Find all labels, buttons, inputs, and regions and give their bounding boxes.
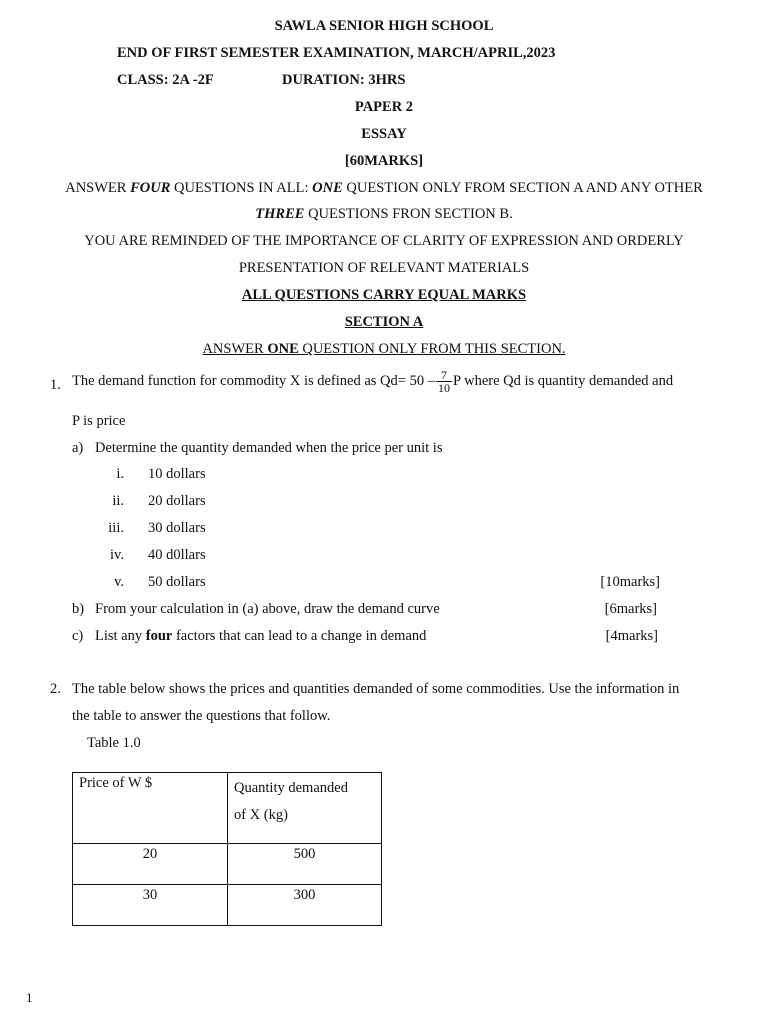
q1a-item-num: v. [114,574,124,590]
cell-quantity: 500 [228,844,382,885]
q2-text-line-2: the table to answer the questions that follow. [72,708,331,724]
cell-price: 20 [73,844,228,885]
q1-text-line-1: The demand function for commodity X is defined as Qd= 50 – $\frac{7}{10}$ P where Qd is quantity demanded and [72,367,674,396]
q1a-label: a) [72,440,84,456]
q1c-label: c) [72,628,84,644]
table-caption: Table 1.0 [87,735,141,751]
cell-price: 30 [73,885,228,926]
instruction-line-2: THREE QUESTIONS FRON SECTION B. [255,206,513,222]
header-price: Price of W $ [73,773,228,844]
instruction-line-3: YOU ARE REMINDED OF THE IMPORTANCE OF CLARITY OF EXPRESSION AND ORDERLY [84,233,684,249]
section-title: SECTION A [344,314,424,330]
q1a-item-num: iii. [108,520,124,536]
essay-label: ESSAY [361,126,407,142]
fraction: $\frac{7}{10}$ [437,367,450,396]
q1b-label: b) [72,601,85,617]
q1a-item-text: 40 d0llars [148,547,206,563]
q1a-marks: [10marks] [600,574,660,590]
page-number: 1 [26,990,33,1005]
q1c-text: List any four factors that can lead to a change in demand [95,628,427,644]
q1a-item-text: 20 dollars [148,493,206,509]
school-name: SAWLA SENIOR HIGH SCHOOL [274,18,494,34]
q1-text-line-2: P is price [72,413,126,429]
q1b-text: From your calculation in (a) above, draw the demand curve [95,601,440,617]
duration-label: DURATION: 3HRS [282,72,406,88]
q1b-marks: [6marks] [604,601,657,617]
q1a-item-num: i. [116,466,124,482]
table-header-row [73,773,382,844]
cell-quantity: 300 [228,885,382,926]
q1a-item-text: 50 dollars [148,574,206,590]
q2-number: 2. [50,681,61,697]
q1a-item-num: ii. [112,493,124,509]
q1a-item-text: 30 dollars [148,520,206,536]
class-label: CLASS: 2A -2F [117,72,214,88]
header-quantity: Quantity demanded of X (kg) [228,773,382,844]
section-note: ANSWER ONE QUESTION ONLY FROM THIS SECTION. [202,341,566,357]
table-row [73,844,382,885]
table-row [73,885,382,926]
total-marks: [60MARKS] [344,153,424,169]
q2-text-line-1: The table below shows the prices and quantities demanded of some commodities. Use the information in [72,681,680,697]
q1a-item-num: iv. [110,547,124,563]
exam-title: END OF FIRST SEMESTER EXAMINATION, MARCH/APRIL,2023 [117,45,556,61]
paper-label: PAPER 2 [354,99,414,115]
equal-marks-note: ALL QUESTIONS CARRY EQUAL MARKS [241,287,527,303]
instruction-line-1: ANSWER FOUR QUESTIONS IN ALL: ONE QUESTION ONLY FROM SECTION A AND ANY OTHER [65,180,703,196]
price-quantity-table [72,772,382,926]
q1a-text: Determine the quantity demanded when the price per unit is [95,440,443,456]
q1c-marks: [4marks] [605,628,658,644]
instruction-line-4: PRESENTATION OF RELEVANT MATERIALS [238,260,530,276]
q1a-item-text: 10 dollars [148,466,206,482]
q1-number: 1. [50,377,61,393]
